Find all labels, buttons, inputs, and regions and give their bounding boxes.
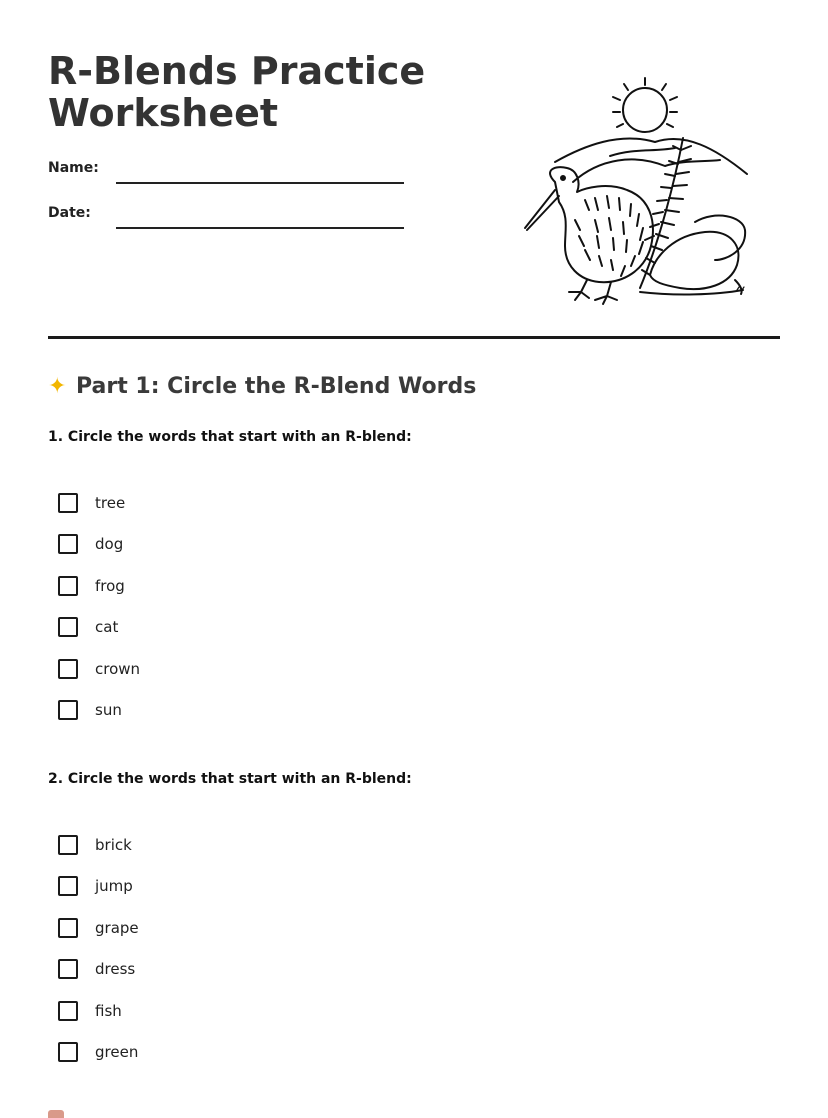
checkbox[interactable] (58, 700, 78, 720)
part1-title (48, 374, 476, 399)
kiwi-bird-icon (525, 167, 653, 304)
checkbox[interactable] (58, 493, 78, 513)
option-label: dress (95, 960, 136, 979)
option-label: frog (95, 576, 125, 595)
checkbox[interactable] (58, 576, 78, 596)
sparkle-star-icon: ✦ (48, 374, 67, 399)
checkbox[interactable] (58, 835, 78, 855)
next-section-icon (48, 1110, 64, 1118)
worksheet-title: R-Blends Practice Worksheet (48, 49, 426, 135)
question-2-prompt: 2. Circle the words that start with an R-blend: (48, 771, 412, 787)
option-label: fish (95, 1001, 122, 1020)
date-field[interactable] (48, 205, 408, 235)
checkbox[interactable] (58, 534, 78, 554)
checkbox[interactable] (58, 617, 78, 637)
checkbox[interactable] (58, 1042, 78, 1062)
date-label: Date: (48, 205, 91, 221)
date-line[interactable] (116, 227, 404, 229)
name-field[interactable] (48, 160, 408, 190)
checkbox[interactable] (58, 659, 78, 679)
part1-title-text: Part 1: Circle the R-Blend Words (76, 374, 477, 399)
option-label: tree (95, 494, 126, 512)
option-label: green (95, 1042, 139, 1061)
checkbox[interactable] (58, 876, 78, 896)
checkbox[interactable] (58, 1001, 78, 1021)
name-label: Name: (48, 160, 99, 176)
checkbox[interactable] (58, 959, 78, 979)
question-1-prompt: 1. Circle the words that start with an R-blend: (48, 429, 412, 445)
checkbox[interactable] (58, 918, 78, 938)
sun-icon (613, 78, 677, 132)
name-line[interactable] (116, 182, 404, 184)
option-label: brick (95, 836, 132, 854)
header-divider (48, 336, 780, 339)
option-label: grape (95, 918, 139, 937)
option-label: sun (95, 700, 122, 719)
option-label: cat (95, 618, 119, 637)
option-label: jump (95, 877, 133, 896)
kiwi-illustration (515, 70, 755, 310)
option-label: crown (95, 659, 141, 678)
option-label: dog (95, 535, 124, 554)
